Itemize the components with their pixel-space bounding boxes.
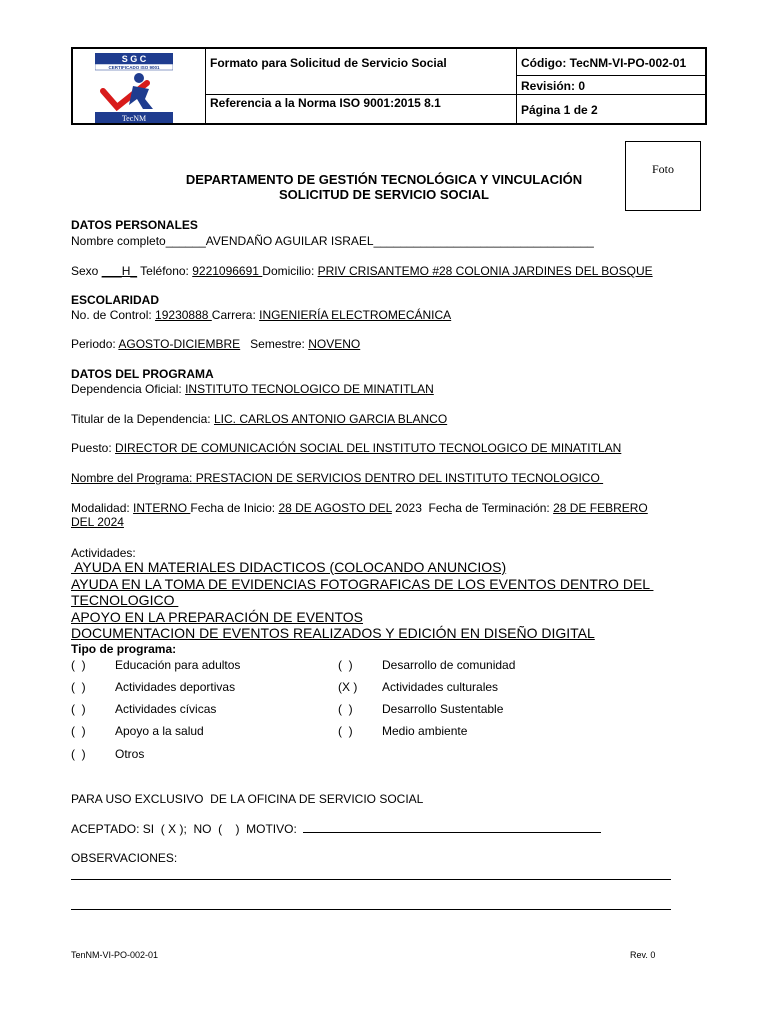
period-line bbox=[71, 337, 360, 351]
option-label: Actividades deportivas bbox=[115, 680, 236, 694]
document-code: Código: TecNM-VI-PO-002-01 bbox=[521, 56, 687, 70]
school-heading: ESCOLARIDAD bbox=[71, 293, 160, 307]
checkbox-mark[interactable]: (X ) bbox=[338, 680, 358, 694]
semester-value: NOVENO bbox=[308, 337, 361, 351]
career-label: Carrera: bbox=[211, 308, 260, 322]
observations-field[interactable] bbox=[71, 909, 671, 910]
office-heading: PARA USO EXCLUSIVO DE LA OFICINA DE SERVICIO SOCIAL bbox=[71, 792, 424, 806]
accepted-label: ACEPTADO: SI ( X ); NO ( ) MOTIVO: bbox=[71, 822, 304, 836]
address-value: PRIV CRISANTEMO #28 COLONIA JARDINES DEL BOSQUE bbox=[317, 264, 653, 278]
period-value: AGOSTO-DICIEMBRE bbox=[118, 337, 241, 351]
control-value: 19230888 bbox=[155, 308, 212, 322]
position-label: Puesto: bbox=[71, 441, 116, 455]
option-label: Desarrollo Sustentable bbox=[382, 702, 504, 716]
dates-line bbox=[71, 501, 648, 515]
mode-label: Modalidad: bbox=[71, 501, 134, 515]
program-heading: DATOS DEL PROGRAMA bbox=[71, 367, 214, 381]
header-table bbox=[71, 47, 707, 125]
sgc-logo bbox=[95, 53, 173, 123]
start-label: Fecha de Inicio: bbox=[190, 501, 279, 515]
mode-value: INTERNO bbox=[133, 501, 191, 515]
contact-line bbox=[71, 264, 653, 278]
head-line bbox=[71, 412, 447, 426]
program-name-label: Nombre del Programa: bbox=[71, 471, 193, 485]
name-label: Nombre completo bbox=[71, 234, 166, 248]
checkbox-mark[interactable]: ( ) bbox=[71, 680, 86, 694]
sex-value: ___H_ bbox=[101, 264, 138, 278]
position-value: DIRECTOR DE COMUNICACIÓN SOCIAL DEL INSTITUTO TECNOLOGICO DE MINATITLAN bbox=[115, 441, 622, 455]
program-name-value: PRESTACION DE SERVICIOS DENTRO DEL INSTITUTO TECNOLOGICO bbox=[192, 471, 604, 485]
position-line bbox=[71, 441, 621, 455]
head-label: Titular de la Dependencia: bbox=[71, 412, 214, 426]
logo-text-top: S G C bbox=[121, 54, 147, 64]
program-type-heading: Tipo de programa: bbox=[71, 642, 177, 656]
option-label: Otros bbox=[115, 747, 145, 761]
logo-text-bottom: TecNM bbox=[121, 114, 147, 123]
activity-item: APOYO EN LA PREPARACIÓN DE EVENTOS bbox=[71, 609, 364, 625]
start-value: 28 DE AGOSTO DEL bbox=[278, 501, 392, 515]
name-line bbox=[71, 234, 594, 248]
option-label: Desarrollo de comunidad bbox=[382, 658, 516, 672]
checkbox-mark[interactable]: ( ) bbox=[338, 702, 353, 716]
reason-field[interactable] bbox=[303, 821, 601, 833]
accepted-line bbox=[71, 821, 601, 836]
norm-reference: Referencia a la Norma ISO 9001:2015 8.1 bbox=[210, 96, 441, 110]
activities-label: Actividades: bbox=[71, 546, 136, 560]
activity-item: TECNOLOGICO bbox=[71, 592, 179, 608]
sex-label: Sexo bbox=[71, 264, 102, 278]
control-label: No. de Control: bbox=[71, 308, 156, 322]
end-value: 28 DE FEBRERO bbox=[553, 501, 648, 515]
option-label: Educación para adultos bbox=[115, 658, 241, 672]
header-divider bbox=[516, 94, 706, 95]
option-label: Medio ambiente bbox=[382, 724, 468, 738]
checkbox-mark[interactable]: ( ) bbox=[338, 724, 353, 738]
end-label: Fecha de Terminación: bbox=[428, 501, 554, 515]
option-label: Apoyo a la salud bbox=[115, 724, 204, 738]
format-title: Formato para Solicitud de Servicio Social bbox=[210, 56, 447, 70]
header-divider bbox=[516, 49, 517, 123]
checkbox-mark[interactable]: ( ) bbox=[71, 658, 86, 672]
checkbox-mark[interactable]: ( ) bbox=[71, 724, 86, 738]
career-value: INGENIERÍA ELECTROMECÁNICA bbox=[259, 308, 452, 322]
activity-item: AYUDA EN MATERIALES DIDACTICOS (COLOCANDO ANUNCIOS) bbox=[71, 559, 507, 575]
photo-label: Foto bbox=[651, 162, 674, 176]
form-title: SOLICITUD DE SERVICIO SOCIAL bbox=[279, 187, 489, 202]
activity-item: AYUDA EN LA TOMA DE EVIDENCIAS FOTOGRAFICAS DE LOS EVENTOS DENTRO DEL bbox=[71, 576, 654, 592]
checkbox-mark[interactable]: ( ) bbox=[71, 702, 86, 716]
personal-heading: DATOS PERSONALES bbox=[71, 218, 198, 232]
phone-label: Teléfono: bbox=[137, 264, 193, 278]
name-value: ______AVENDAÑO AGUILAR ISRAEL_________________________________ bbox=[165, 234, 594, 248]
semester-label: Semestre: bbox=[240, 337, 309, 351]
phone-value: 9221096691 bbox=[192, 264, 263, 278]
option-label: Actividades culturales bbox=[382, 680, 499, 694]
footer-code: TenNM-VI-PO-002-01 bbox=[71, 950, 159, 960]
period-label: Periodo: bbox=[71, 337, 119, 351]
address-label: Domicilio: bbox=[262, 264, 318, 278]
checkbox-mark[interactable]: ( ) bbox=[338, 658, 353, 672]
header-divider bbox=[516, 75, 706, 76]
program-name-line bbox=[71, 471, 603, 485]
observations-label: OBSERVACIONES: bbox=[71, 851, 178, 865]
dependency-label: Dependencia Oficial: bbox=[71, 382, 186, 396]
footer-revision: Rev. 0 bbox=[630, 950, 656, 960]
dates-line-2 bbox=[71, 515, 124, 529]
control-line bbox=[71, 308, 451, 322]
header-divider bbox=[205, 49, 206, 123]
start-year: 2023 bbox=[391, 501, 429, 515]
department-title: DEPARTAMENTO DE GESTIÓN TECNOLÓGICA Y VINCULACIÓN bbox=[185, 172, 583, 187]
activity-item: DOCUMENTACION DE EVENTOS REALIZADOS Y EDICIÓN EN DISEÑO DIGITAL bbox=[71, 625, 595, 641]
page-number: Página 1 de 2 bbox=[521, 103, 598, 117]
dependency-line bbox=[71, 382, 434, 396]
dependency-value: INSTITUTO TECNOLOGICO DE MINATITLAN bbox=[185, 382, 434, 396]
header-divider bbox=[205, 94, 516, 95]
revision-number: Revisión: 0 bbox=[521, 79, 586, 93]
head-value: LIC. CARLOS ANTONIO GARCIA BLANCO bbox=[213, 412, 448, 426]
logo-text-cert: CERTIFICADO ISO 9001 bbox=[108, 65, 160, 70]
checkbox-mark[interactable]: ( ) bbox=[71, 747, 86, 761]
observations-field[interactable] bbox=[71, 879, 671, 880]
end-value-continued: DEL 2024 bbox=[71, 515, 124, 529]
option-label: Actividades cívicas bbox=[115, 702, 217, 716]
